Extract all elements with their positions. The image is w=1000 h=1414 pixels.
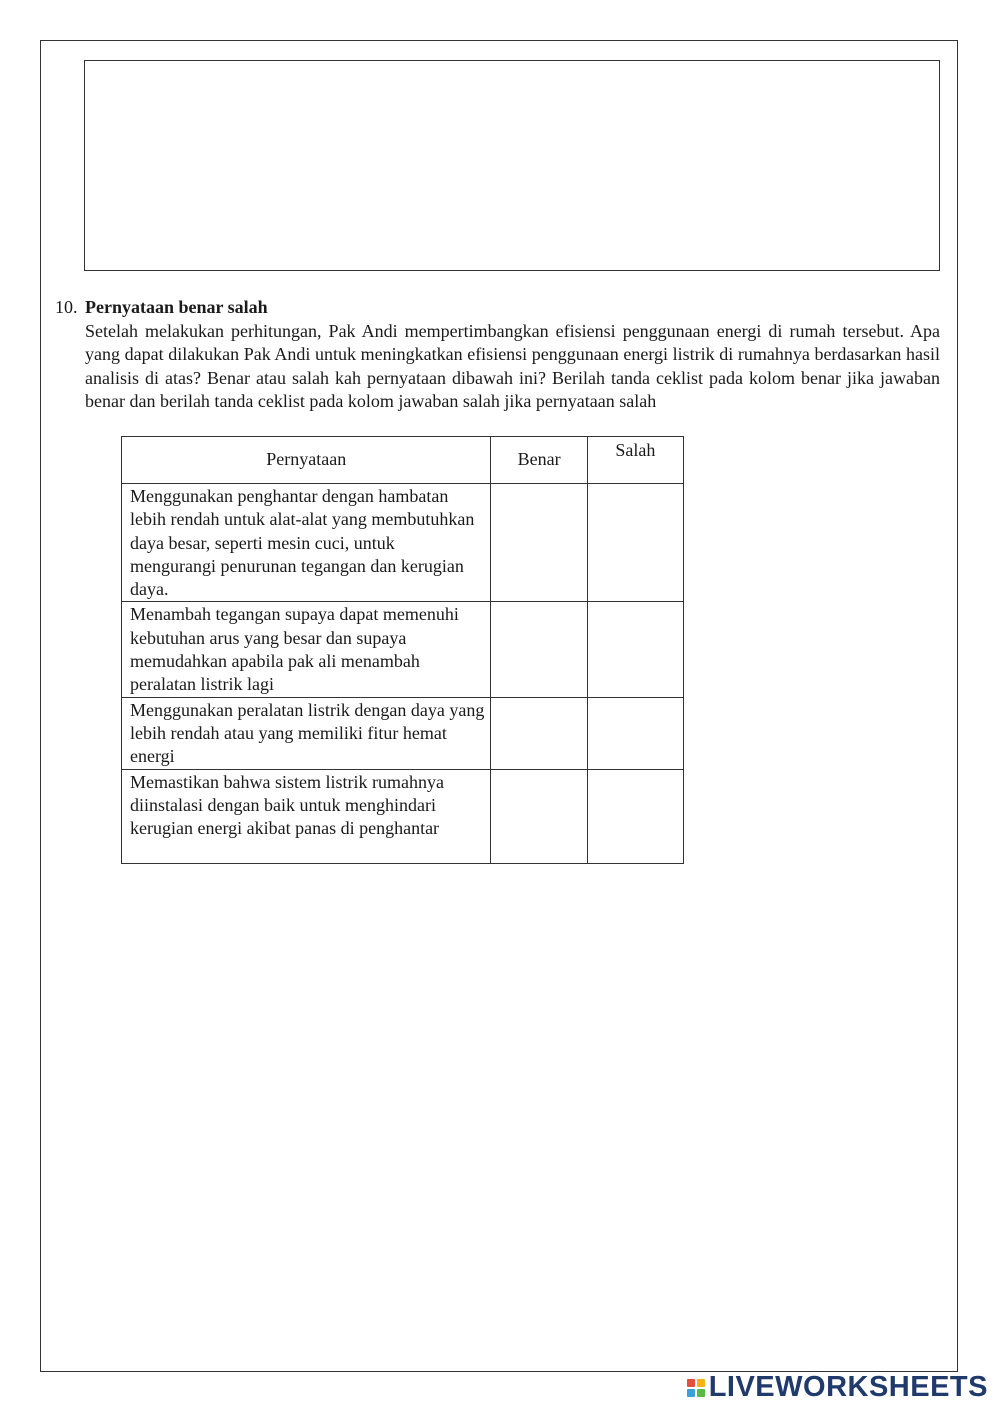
statement-cell: Menggunakan peralatan listrik dengan daya yang lebih rendah atau yang memiliki fitur hemat energi — [122, 697, 491, 769]
statement-cell: Menambah tegangan supaya dapat memenuhi kebutuhan arus yang besar dan supaya memudahkan apabila pak ali menambah peralatan listrik lagi — [122, 602, 491, 697]
table-row — [122, 697, 684, 769]
question-title: Pernyataan benar salah — [85, 297, 268, 317]
header-true: Benar — [491, 437, 587, 484]
false-checkbox-cell[interactable] — [587, 697, 683, 769]
logo-square-yellow — [697, 1379, 705, 1387]
true-checkbox-cell[interactable] — [491, 769, 587, 863]
question-body: Setelah melakukan perhitungan, Pak Andi mempertimbangkan efisiensi penggunaan energi di rumah tersebut. Apa yang dapat dilakukan Pak Andi untuk meningkatkan efisiensi penggunaan energi listrik di rumahnya berdasarkan hasil analisis di atas? Benar atau salah kah pernyataan dibawah ini? Berilah tanda ceklist pada kolom benar jika jawaban benar dan berilah tanda ceklist pada kolom jawaban salah jika pernyataan salah — [85, 320, 940, 411]
question-10 — [55, 296, 940, 414]
liveworksheets-logo-icon — [687, 1379, 705, 1397]
question-number: 10. — [55, 297, 78, 317]
liveworksheets-brand-text: LIVEWORKSHEETS — [708, 1371, 988, 1403]
statement-cell: Menggunakan penghantar dengan hambatan lebih rendah untuk alat-alat yang membutuhkan daya besar, seperti mesin cuci, untuk mengurangi penurunan tegangan dan kerugian daya. — [122, 484, 491, 602]
logo-square-blue — [687, 1389, 695, 1397]
table-row — [122, 484, 684, 602]
statement-cell: Memastikan bahwa sistem listrik rumahnya diinstalasi dengan baik untuk menghindari kerugian energi akibat panas di penghantar — [122, 769, 491, 863]
previous-answer-box[interactable] — [84, 60, 940, 271]
header-statement: Pernyataan — [122, 437, 491, 484]
logo-square-green — [697, 1389, 705, 1397]
false-checkbox-cell[interactable] — [587, 602, 683, 697]
header-false: Salah — [587, 437, 683, 484]
table-row — [122, 602, 684, 697]
logo-square-red — [687, 1379, 695, 1387]
liveworksheets-watermark — [687, 1371, 988, 1404]
table-header-row — [122, 437, 684, 484]
table-row — [122, 769, 684, 863]
question-header — [55, 296, 940, 320]
true-false-table — [121, 436, 684, 864]
true-checkbox-cell[interactable] — [491, 697, 587, 769]
true-checkbox-cell[interactable] — [491, 602, 587, 697]
false-checkbox-cell[interactable] — [587, 769, 683, 863]
false-checkbox-cell[interactable] — [587, 484, 683, 602]
true-checkbox-cell[interactable] — [491, 484, 587, 602]
